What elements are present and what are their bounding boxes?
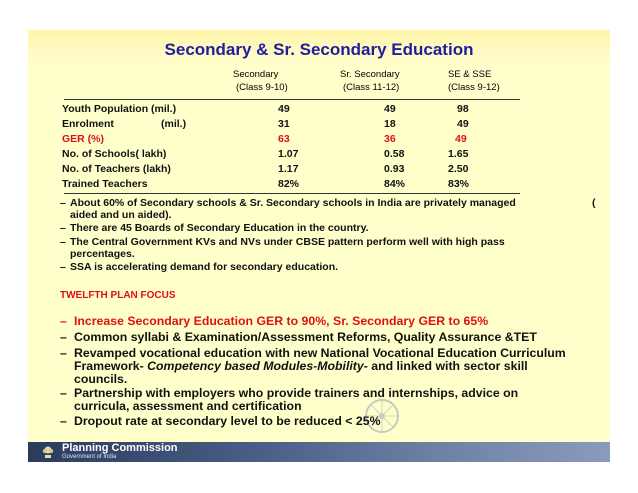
focus-item — [60, 331, 608, 345]
focus-line — [74, 360, 528, 373]
focus-dash: – — [60, 386, 67, 400]
bullet-line: The Central Government KVs and NVs under CBSE pattern perform well with high pass — [70, 236, 505, 248]
bullet-dash: – — [60, 236, 66, 248]
column-header-sub: (Class 11-12) — [343, 82, 400, 93]
bullet-trail: ( — [592, 197, 596, 209]
table-bottom-rule — [64, 193, 520, 194]
row-value: 1.17 — [278, 163, 299, 175]
row-label: No. of Teachers (lakh) — [62, 163, 171, 175]
bullet-line: About 60% of Secondary schools & Sr. Secondary schools in India are privately managed — [70, 197, 516, 209]
row-value: 49 — [278, 103, 290, 115]
focus-item — [60, 347, 608, 387]
row-value: 98 — [457, 103, 469, 115]
row-label: Trained Teachers — [62, 178, 148, 190]
focus-line-post: - and linked with sector skill — [363, 359, 528, 373]
focus-line-emphasis: Competency based Modules-Mobility — [147, 359, 364, 373]
focus-line: Partnership with employers who provide trainers and internships, advice on — [74, 386, 519, 400]
bullet-line: There are 45 Boards of Secondary Education in the country. — [70, 222, 369, 234]
bullet-line: percentages. — [70, 248, 135, 260]
row-value: 0.93 — [384, 163, 405, 175]
table-row — [28, 163, 610, 177]
row-value: 63 — [278, 133, 290, 145]
column-header-se-sse — [448, 68, 500, 94]
column-header-name: SE & SSE — [448, 69, 492, 80]
row-value: 49 — [384, 103, 396, 115]
table-row-highlight — [28, 133, 610, 147]
bullet-line: aided and un aided). — [70, 209, 172, 221]
row-value: 1.65 — [448, 148, 469, 160]
row-value: 36 — [384, 133, 396, 145]
column-header-sr-secondary — [340, 68, 400, 94]
row-value: 83% — [448, 178, 470, 190]
column-header-name: Secondary — [233, 69, 279, 80]
table-row — [28, 148, 610, 162]
list-item — [60, 222, 608, 234]
table-row — [28, 178, 610, 192]
focus-dash: – — [60, 346, 67, 360]
row-label: GER (%) — [62, 133, 104, 145]
row-value: 1.07 — [278, 148, 299, 160]
row-label: Enrolment — [62, 118, 114, 130]
row-unit: (mil.) — [161, 118, 187, 130]
row-value: 82% — [278, 178, 300, 190]
row-value: 31 — [278, 118, 290, 130]
row-label: Youth Population (mil.) — [62, 103, 177, 115]
focus-line-pre: Framework- — [74, 359, 148, 373]
row-value: 49 — [455, 133, 467, 145]
footer-bar — [28, 442, 610, 462]
focus-item — [60, 387, 608, 414]
focus-line: Revamped vocational education with new National Vocational Education Curriculum — [74, 346, 566, 360]
list-item — [60, 197, 608, 221]
bullet-dash: – — [60, 222, 66, 234]
focus-item-highlight — [60, 315, 608, 329]
column-header-sub: (Class 9-10) — [236, 82, 288, 93]
column-header-name: Sr. Secondary — [340, 69, 400, 80]
focus-line: curricula, assessment and certification — [74, 399, 302, 413]
focus-line: councils. — [74, 372, 128, 386]
focus-heading: TWELFTH PLAN FOCUS — [60, 290, 176, 301]
row-value: 84% — [384, 178, 406, 190]
list-item — [60, 236, 608, 260]
table-top-rule — [64, 99, 520, 100]
column-header-sub: (Class 9-12) — [448, 82, 500, 93]
bullet-dash: – — [60, 261, 66, 273]
bullet-dash: – — [60, 197, 66, 209]
column-header-secondary — [233, 68, 288, 94]
footer-sub: Government of India — [62, 454, 117, 460]
table-row — [28, 118, 610, 132]
slide-title: Secondary & Sr. Secondary Education — [164, 40, 474, 59]
table-row — [28, 103, 610, 117]
footer-org: Planning Commission — [62, 442, 178, 454]
focus-dash: – — [60, 314, 67, 328]
row-label: No. of Schools( lakh) — [62, 148, 167, 160]
focus-dash: – — [60, 330, 67, 344]
focus-line: Common syllabi & Examination/Assessment Reforms, Quality Assurance &TET — [74, 330, 537, 344]
focus-item — [60, 415, 608, 429]
focus-line: Dropout rate at secondary level to be reduced < 25% — [74, 414, 381, 428]
focus-line: Increase Secondary Education GER to 90%, Sr. Secondary GER to 65% — [74, 314, 489, 328]
list-item — [60, 261, 608, 273]
slide — [28, 30, 610, 462]
ashoka-chakra-icon — [364, 398, 400, 434]
row-value: 2.50 — [448, 163, 469, 175]
focus-dash: – — [60, 414, 67, 428]
row-value: 18 — [384, 118, 396, 130]
row-value: 0.58 — [384, 148, 405, 160]
bullet-line: SSA is accelerating demand for secondary education. — [70, 261, 339, 273]
row-value: 49 — [457, 118, 469, 130]
state-emblem-icon — [40, 444, 56, 460]
